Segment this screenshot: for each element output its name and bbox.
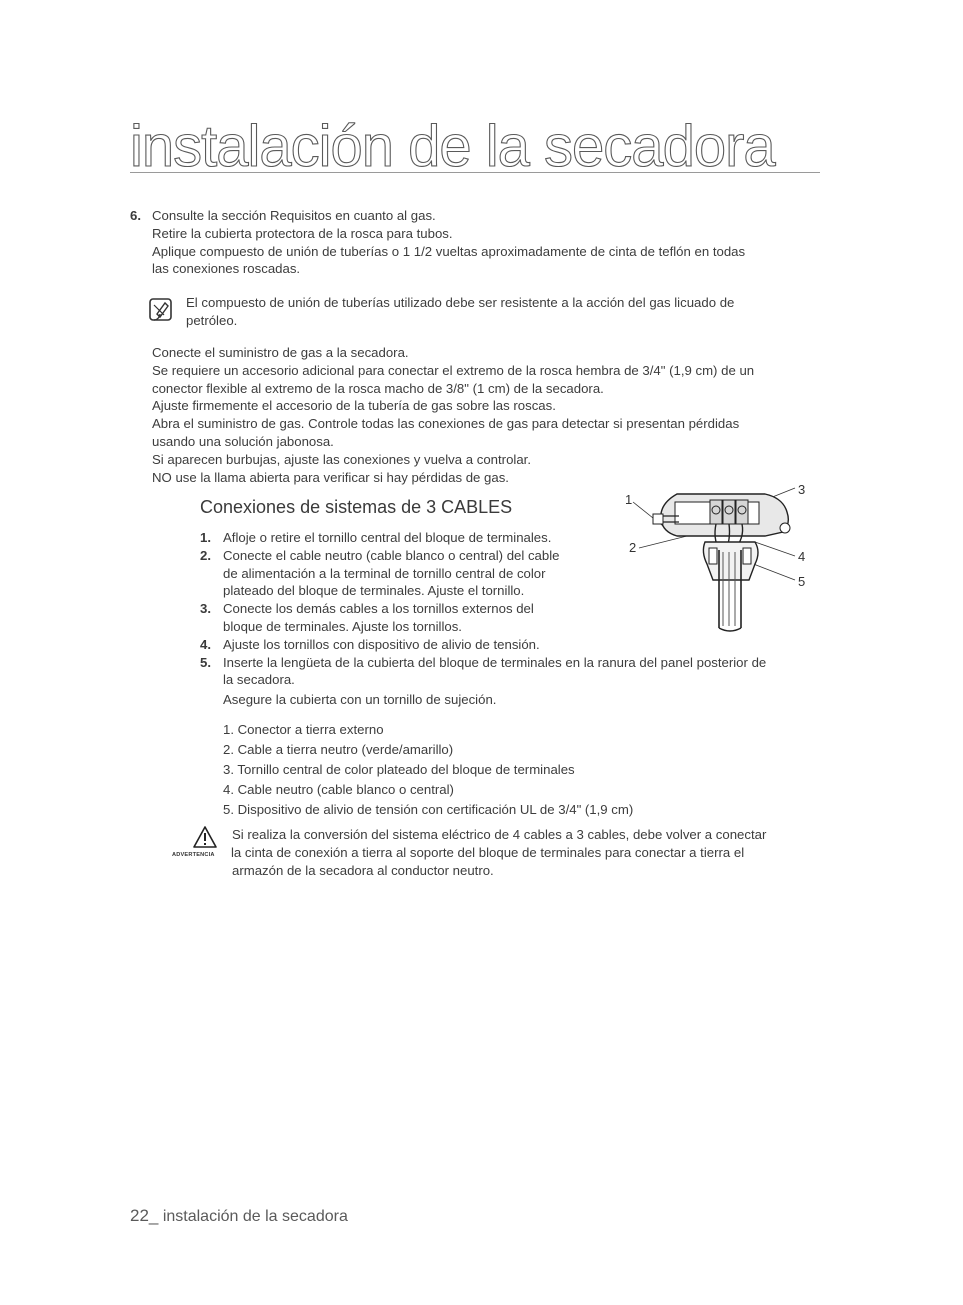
step-6-line: Retire la cubierta protectora de la rosca para tubos. [152, 225, 453, 241]
page-footer [130, 1206, 348, 1226]
connect-line: Se requiere un accesorio adicional para conectar el extremo de la rosca hembra de 3/4" (1,9 cm) de un [152, 362, 755, 378]
step-line: Conecte los demás cables a los tornillos externos del [223, 601, 534, 617]
step-number: 1. [200, 530, 211, 545]
connect-line: Abra el suministro de gas. Controle todas las conexiones de gas para detectar si presentan pérdidas [152, 416, 740, 432]
step-item [200, 654, 766, 709]
figure-legend [223, 720, 633, 820]
note-icon [148, 296, 176, 324]
page-number: 22_ [130, 1206, 159, 1225]
step-6-line: las conexiones roscadas. [152, 261, 301, 277]
legend-item: 5. Dispositivo de alivio de tensión con certificación UL de 3/4" (1,9 cm) [223, 802, 634, 817]
note-line: petróleo. [186, 312, 238, 328]
step-line: la secadora. [223, 672, 295, 688]
step-line: Inserte la lengüeta de la cubierta del bloque de terminales en la ranura del panel posterior de [223, 654, 767, 670]
step-line: de alimentación a la terminal de tornillo central de color [223, 565, 546, 581]
legend-item: 2. Cable a tierra neutro (verde/amarillo) [223, 742, 454, 757]
title-rule [130, 172, 820, 173]
step-6-number: 6. [130, 208, 141, 223]
note-text [186, 294, 734, 330]
warning-icon [192, 825, 218, 849]
footer-text: instalación de la secadora [162, 1208, 348, 1225]
terminal-block-figure [615, 480, 815, 640]
step-6-line: Aplique compuesto de unión de tuberías o 1 1/2 vueltas aproximadamente de cinta de teflón en todas [152, 243, 746, 259]
step-number: 5. [200, 654, 211, 670]
warning-line: la cinta de conexión a tierra al soporte del bloque de terminales para conectar a tierra el [231, 845, 745, 861]
warning-line: armazón de la secadora al conductor neutro. [232, 863, 494, 879]
page-title: instalación de la secadora [130, 114, 775, 179]
step-line: plateado del bloque de terminales. Ajuste el tornillo. [223, 583, 525, 599]
note-line: El compuesto de unión de tuberías utilizado debe ser resistente a la acción del gas licuado de [186, 295, 735, 310]
step-line: Conecte el cable neutro (cable blanco o central) del cable [223, 547, 560, 563]
warning-text [232, 826, 766, 881]
legend-item: 4. Cable neutro (cable blanco o central) [223, 782, 454, 797]
connect-line: conector flexible al extremo de la rosca macho de 3/8" (1 cm) de la secadora. [152, 380, 604, 396]
step-number: 3. [200, 601, 211, 617]
step-number: 2. [200, 547, 211, 563]
warning-label: ADVERTENCIA [172, 852, 215, 858]
step-line: Ajuste los tornillos con dispositivo de alivio de tensión. [223, 636, 540, 652]
legend-item: 3. Tornillo central de color plateado del bloque de terminales [223, 762, 575, 777]
callout-3: 3 [798, 482, 806, 497]
step-number: 4. [200, 636, 211, 652]
callout-2: 2 [629, 540, 637, 555]
callout-5: 5 [798, 574, 806, 589]
section-title: Conexiones de sistemas de 3 CABLES [200, 497, 513, 517]
connect-text [152, 344, 754, 486]
step-line: bloque de terminales. Ajuste los tornillos. [223, 618, 462, 634]
connect-line: NO use la llama abierta para verificar si hay pérdidas de gas. [152, 469, 509, 485]
callout-4: 4 [798, 549, 806, 564]
connect-line: Si aparecen burbujas, ajuste las conexiones y vuelva a controlar. [152, 451, 531, 467]
callout-1: 1 [625, 492, 633, 507]
terminal-block-diagram [615, 480, 815, 640]
step-6-line: Consulte la sección Requisitos en cuanto al gas. [152, 208, 436, 223]
step-line: Asegure la cubierta con un tornillo de sujeción. [223, 692, 497, 708]
legend-item: 1. Conector a tierra externo [223, 722, 384, 737]
warning-line: Si realiza la conversión del sistema eléctrico de 4 cables a 3 cables, debe volver a conectar [232, 827, 767, 842]
step-6-text [152, 207, 745, 278]
step-line: Afloje o retire el tornillo central del bloque de terminales. [223, 530, 552, 545]
connect-line: Conecte el suministro de gas a la secadora. [152, 345, 409, 360]
connect-line: usando una solución jabonosa. [152, 433, 334, 449]
callout-line-4 [755, 542, 795, 556]
connect-line: Ajuste firmemente el accesorio de la tubería de gas sobre las roscas. [152, 398, 556, 414]
